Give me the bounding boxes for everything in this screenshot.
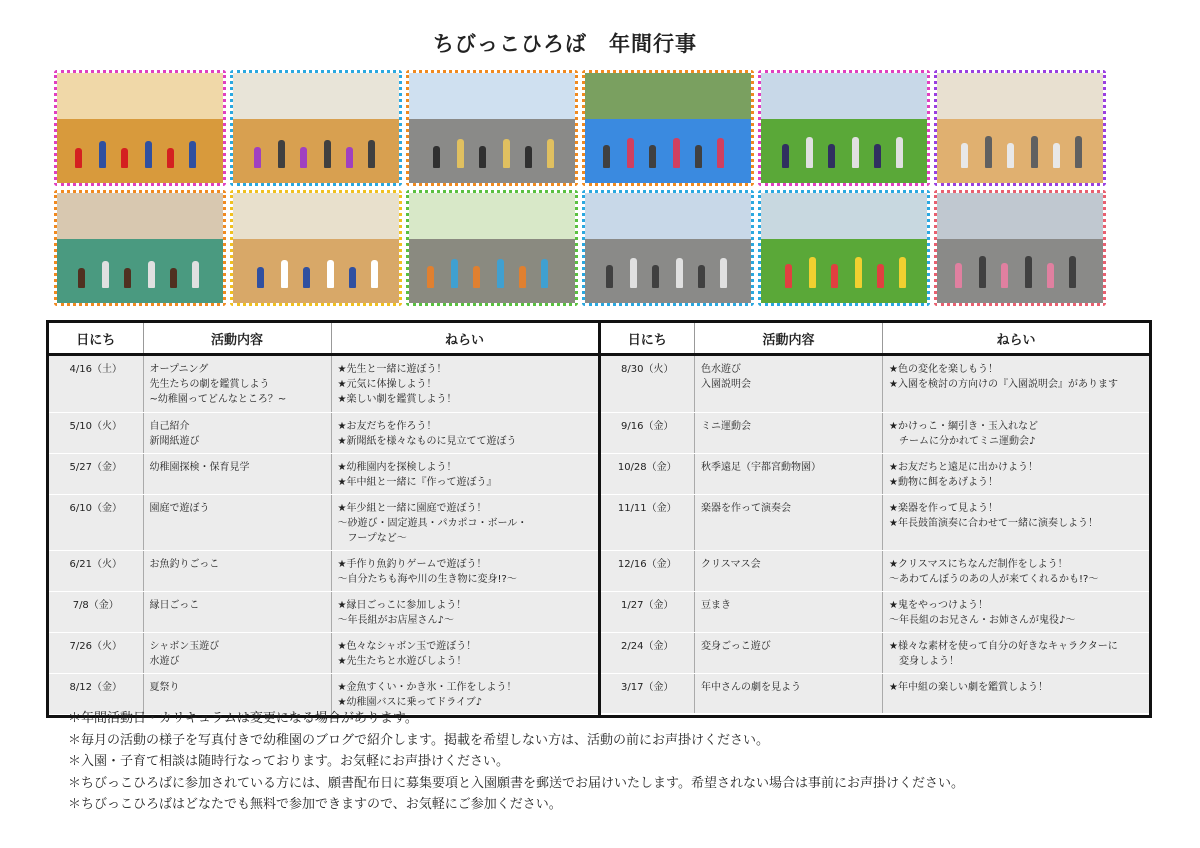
event-aim [331, 495, 598, 551]
aim-line: ★鬼をやっつけよう！ [889, 600, 988, 611]
aim-line: ★年中組の楽しい劇を鑑賞しよう！ [889, 682, 1048, 693]
activity-line: 年中さんの劇を見よう [701, 682, 801, 693]
schedule-row [601, 495, 1150, 551]
aim-line: ～砂遊び・固定遊具・パカポコ・ボール・ [337, 518, 528, 529]
note-line: ＊ちびっこひろばに参加されている方には、願書配布日に募集要項と入園願書を郵送でお届けいたします。希望されない場合は事前にお声掛けください。 [68, 775, 964, 791]
aim-line: ★先生たちと水遊びしよう！ [337, 656, 467, 667]
balloon-photo [758, 190, 930, 306]
aim-line: 変身しよう！ [889, 656, 959, 667]
event-date: 2/24（金） [601, 633, 695, 674]
event-activity [695, 551, 883, 592]
activity-line: 秋季遠足（宇都宮動物園） [701, 462, 821, 473]
schedule-row [601, 355, 1150, 413]
aim-line: フープなど～ [337, 533, 407, 544]
header-activity: 活動内容 [695, 323, 883, 355]
aim-line: ★クリスマスにちなんだ制作をしよう！ [889, 559, 1068, 570]
header-date: 日にち [601, 323, 695, 355]
event-aim [331, 413, 598, 454]
event-activity [695, 413, 883, 454]
schedule-row [49, 355, 598, 413]
aim-line: ★動物に餌をあげよう！ [889, 477, 998, 488]
aim-line: ～年長組がお店屋さん♪～ [337, 615, 454, 626]
event-date: 8/12（金） [49, 674, 143, 715]
activity-line: 幼稚園探検・保育見学 [149, 462, 250, 473]
event-date: 4/16（土） [49, 355, 143, 413]
lawn-photo [758, 70, 930, 186]
photo-row [54, 70, 1106, 186]
aim-line: ★幼稚園内を探検しよう！ [337, 462, 457, 473]
schedule-row [49, 413, 598, 454]
event-activity [695, 592, 883, 633]
aim-line: ★縁日ごっこに参加しよう！ [337, 600, 467, 611]
event-aim [331, 633, 598, 674]
aim-line: ★かけっこ・綱引き・玉入れなど [889, 421, 1038, 432]
note-line: ＊入園・子育て相談は随時行なっております。お気軽にお声掛けください。 [68, 754, 509, 769]
event-activity [695, 633, 883, 674]
schedule-row [49, 454, 598, 495]
schedule-row [49, 495, 598, 551]
photo-gallery [54, 70, 1106, 310]
gym-photo [230, 70, 402, 186]
header-aim: ねらい [883, 323, 1150, 355]
event-aim [883, 592, 1150, 633]
event-aim [331, 355, 598, 413]
schedule-row [49, 592, 598, 633]
event-date: 9/16（金） [601, 413, 695, 454]
schedule-row [601, 413, 1150, 454]
event-aim [883, 495, 1150, 551]
page-title: ちびっこひろば 年間行事 [433, 32, 697, 56]
indoor-photo [934, 70, 1106, 186]
aim-line: ★楽器を作って見よう！ [889, 503, 998, 514]
activity-line: 先生たちの劇を鑑賞しよう [149, 379, 270, 390]
mascot-photo [406, 190, 578, 306]
craft-photo [54, 190, 226, 306]
activity-line: 縁日ごっこ [149, 600, 200, 611]
activity-line: 色水遊び [701, 364, 741, 375]
event-activity [695, 454, 883, 495]
note-line: ＊ちびっこひろばはどなたでも無料で参加できますので、お気軽にご参加ください。 [68, 797, 562, 812]
header-activity: 活動内容 [143, 323, 331, 355]
notes [68, 708, 964, 816]
aim-line: ★様々な素材を使って自分の好きなキャラクターに [889, 641, 1118, 652]
event-aim [883, 633, 1150, 674]
event-date: 11/11（金） [601, 495, 695, 551]
note-line: ＊年間活動日・カリキュラムは変更になる場合があります。 [68, 711, 418, 726]
event-date: 5/10（火） [49, 413, 143, 454]
note-line: ＊毎月の活動の様子を写真付きで幼稚園のブログで紹介します。掲載を希望しない方は、活動の前にお声掛けください。 [68, 732, 769, 748]
event-aim [883, 413, 1150, 454]
event-aim [883, 355, 1150, 413]
activity-line: 水遊び [149, 656, 180, 667]
event-activity [143, 355, 331, 413]
activity-line: 新聞紙遊び [149, 436, 200, 447]
header-date: 日にち [49, 323, 143, 355]
activity-line: 園庭で遊ぼう [149, 503, 210, 514]
aim-line: ～年長組のお兄さん・お姉さんが鬼役♪～ [889, 615, 1076, 626]
aim-line: ★元気に体操しよう！ [337, 379, 437, 390]
aim-line: チームに分かれてミニ運動会♪ [889, 436, 1036, 447]
event-activity [143, 592, 331, 633]
activity-line: オープニング [149, 364, 209, 375]
event-activity [695, 495, 883, 551]
event-date: 7/8（金） [49, 592, 143, 633]
event-date: 6/21（火） [49, 551, 143, 592]
activity-line: 変身ごっこ遊び [701, 641, 771, 652]
aim-line: ～あわてんぼうのあの人が来てくれるかも!?～ [889, 574, 1099, 585]
aim-line: ★幼稚園バスに乗ってドライブ♪ [337, 697, 483, 708]
schedule-row [601, 551, 1150, 592]
activity-line: 自己紹介 [149, 421, 190, 432]
event-activity [143, 633, 331, 674]
event-activity [143, 413, 331, 454]
activity-line: 豆まき [701, 600, 731, 611]
activity-line: シャボン玉遊び [149, 641, 220, 652]
fair-photo [934, 190, 1106, 306]
event-date: 5/27（金） [49, 454, 143, 495]
event-date: 1/27（金） [601, 592, 695, 633]
activity-line: 夏祭り [149, 682, 180, 693]
aim-line: ★新聞紙を様々なものに見立てて遊ぼう [337, 436, 517, 447]
event-aim [331, 592, 598, 633]
aim-line: ★お友だちと遠足に出かけよう！ [889, 462, 1038, 473]
aim-line: ★年中組と一緒に『作って遊ぼう』 [337, 477, 497, 488]
schedule-right [598, 323, 1150, 715]
activity-line: お魚釣りごっこ [149, 559, 220, 570]
event-date: 6/10（金） [49, 495, 143, 551]
event-activity [143, 454, 331, 495]
event-aim [331, 551, 598, 592]
schedule-table [46, 320, 1152, 718]
aim-line: ～自分たちも海や川の生き物に変身!?～ [337, 574, 517, 585]
event-date: 7/26（火） [49, 633, 143, 674]
yard-photo [406, 70, 578, 186]
activity-line: ミニ運動会 [701, 421, 751, 432]
aim-line: ★色の変化を楽しもう！ [889, 364, 998, 375]
aim-line: ★楽しい劇を鑑賞しよう！ [337, 394, 457, 405]
aim-line: ★色々なシャボン玉で遊ぼう！ [337, 641, 477, 652]
aim-line: ★手作り魚釣りゲームで遊ぼう！ [337, 559, 487, 570]
event-aim [883, 551, 1150, 592]
schedule-row [49, 633, 598, 674]
aim-line: ★入園を検討の方向けの『入園説明会』があります [889, 379, 1118, 390]
event-date: 3/17（金） [601, 674, 695, 714]
event-aim [331, 454, 598, 495]
schedule-row [601, 592, 1150, 633]
schedule-row [49, 551, 598, 592]
activity-line: ~幼稚園ってどんなところ？~ [149, 394, 287, 405]
santa-photo [54, 70, 226, 186]
header-aim: ねらい [331, 323, 598, 355]
schedule-row [601, 454, 1150, 495]
event-activity [695, 355, 883, 413]
schedule-row [601, 633, 1150, 674]
event-date: 8/30（火） [601, 355, 695, 413]
event-aim [883, 454, 1150, 495]
event-date: 10/28（金） [601, 454, 695, 495]
hall-photo [230, 190, 402, 306]
aim-line: ★年少組と一緒に園庭で遊ぼう！ [337, 503, 487, 514]
activity-line: 楽器を作って演奏会 [701, 503, 791, 514]
event-activity [143, 495, 331, 551]
event-date: 12/16（金） [601, 551, 695, 592]
activity-line: クリスマス会 [701, 559, 761, 570]
aim-line: ★年長鼓笛演奏に合わせて一緒に演奏しよう！ [889, 518, 1098, 529]
schedule-left [49, 323, 598, 715]
aim-line: ★お友だちを作ろう！ [337, 421, 437, 432]
photo-row [54, 190, 1106, 306]
pool-photo [582, 70, 754, 186]
activity-line: 入園説明会 [701, 379, 751, 390]
aim-line: ★先生と一緒に遊ぼう！ [337, 364, 447, 375]
aim-line: ★金魚すくい・かき氷・工作をしよう！ [337, 682, 517, 693]
event-activity [143, 551, 331, 592]
playground-photo [582, 190, 754, 306]
